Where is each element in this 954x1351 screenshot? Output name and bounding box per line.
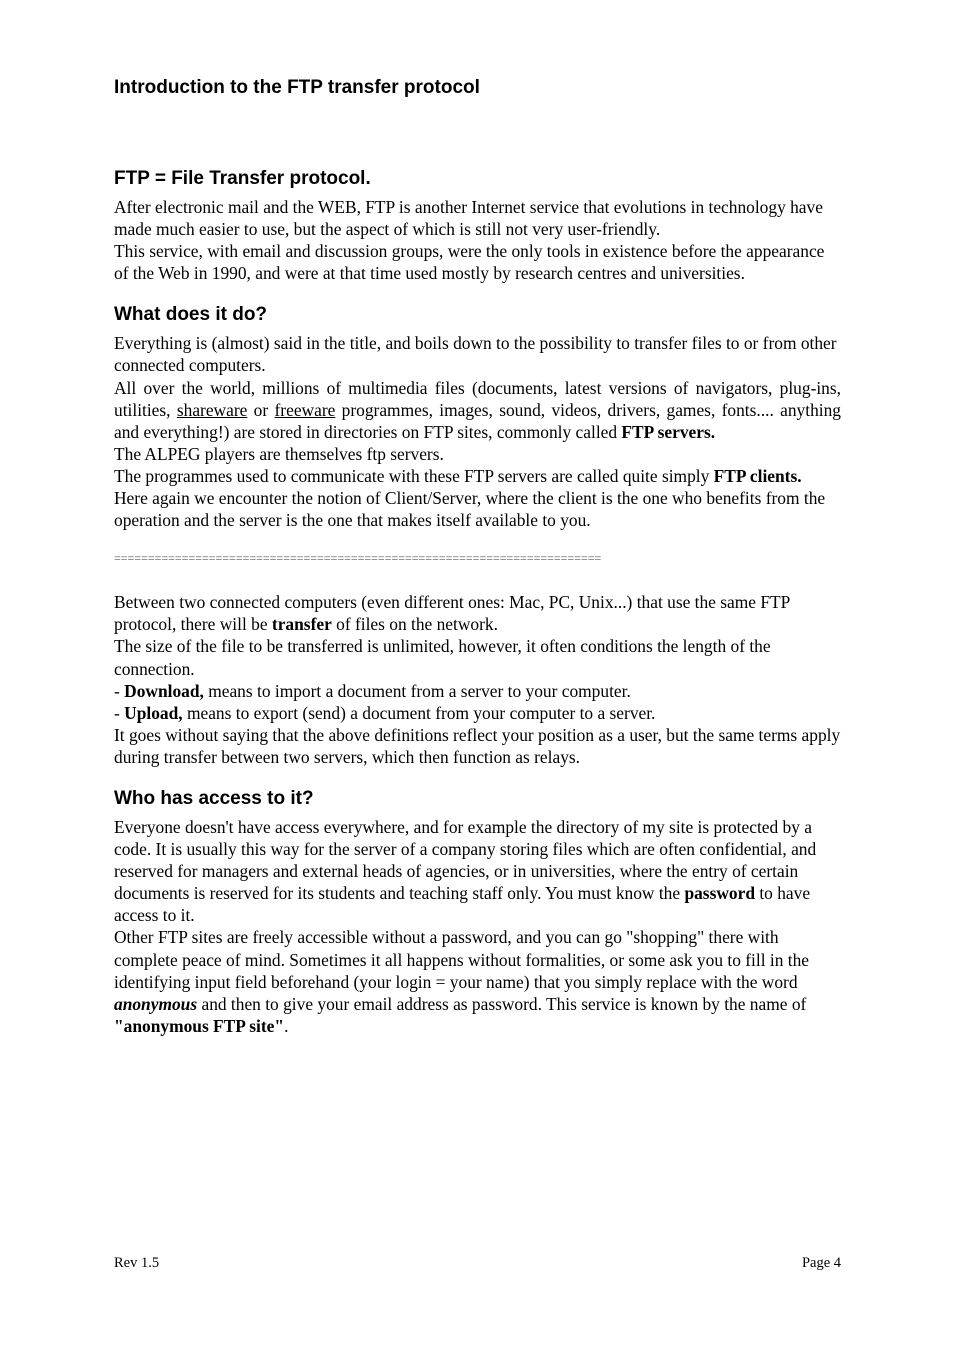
section-heading: FTP = File Transfer protocol.: [114, 168, 371, 189]
bold-text: Download,: [124, 680, 204, 701]
paragraph: After electronic mail and the WEB, FTP is another Internet service that evolutions in technology have made much easier to use, but the aspect of which is still not very user-friendly.: [114, 197, 823, 240]
paragraph: [114, 377, 841, 443]
paragraph: Everything is (almost) said in the title, and boils down to the possibility to transfer files to or from other connected computers.: [114, 333, 837, 376]
bold-text: password: [684, 883, 755, 904]
text-run: -: [114, 680, 125, 701]
paragraph: The ALPEG players are themselves ftp servers.: [114, 443, 444, 464]
bold-text: FTP clients.: [713, 465, 802, 486]
bold-text: Upload,: [124, 702, 183, 723]
text-run: The programmes used to communicate with these FTP servers are called quite simply: [114, 465, 714, 486]
shareware-link[interactable]: shareware: [176, 399, 248, 420]
paragraph: [114, 465, 841, 487]
text-run: All over the world, millions of multimedia files (documents, latest versions of navigators, plug-ins, utilities,: [114, 377, 841, 420]
section-heading: Who has access to it?: [114, 787, 314, 809]
paragraph: [114, 926, 841, 1036]
text-run: and then to give your email address as password. This service is known by the name of: [197, 993, 807, 1014]
text-run: -: [114, 702, 125, 723]
paragraph: [114, 816, 841, 926]
text-run: Everyone doesn't have access everywhere, and for example the directory of my site is protected by a code. It is usually this way for the server of a company storing files which are often confidential, and reserved for managers and external heads of agencies, or in universities, where the entry of certain documents is reserved for its students and teaching staff only. You must know the: [114, 816, 817, 904]
text-run: to have access to it.: [114, 883, 811, 926]
paragraph: This service, with email and discussion groups, were the only tools in existence before the appearance of the Web in 1990, and were at that time used mostly by research centres and universities.: [114, 241, 825, 284]
bold-italic-text: anonymous: [114, 993, 198, 1014]
bold-text: FTP servers.: [621, 421, 716, 442]
footer-revision: Rev 1.5: [114, 1255, 160, 1271]
paragraph: Here again we encounter the notion of Client/Server, where the client is the one who benefits from the operation and the server is the one that makes itself available to you.: [114, 488, 826, 531]
text-run: Other FTP sites are freely accessible without a password, and you can go "shopping" there with complete peace of mind. Sometimes it all happens without formalities, or some ask you to fill in the identifying input field beforehand (your login = your name) that you simply replace with the word: [114, 927, 809, 992]
paragraph: [114, 680, 841, 702]
paragraph: The size of the file to be transferred is unlimited, however, it often conditions the length of the connection.: [114, 636, 771, 679]
separator-line: ========================================================================: [114, 551, 602, 566]
section-who-has-access: [114, 788, 841, 1037]
paragraph: It goes without saying that the above definitions reflect your position as a user, but the same terms apply during transfer between two servers, which then function as relays.: [114, 724, 841, 767]
section-ftp-definition: [114, 168, 841, 284]
bold-text: transfer: [271, 614, 332, 635]
section-what-does-it-do: [114, 304, 841, 565]
paragraph: [114, 702, 841, 724]
document-body: [114, 168, 841, 1037]
text-run: Between two connected computers (even different ones: Mac, PC, Unix...) that use the same FTP protocol, there will be: [114, 592, 790, 635]
freeware-link[interactable]: freeware: [274, 399, 336, 420]
text-run: of files on the network.: [331, 614, 498, 635]
text-run: means to export (send) a document from your computer to a server.: [182, 702, 656, 723]
section-heading: What does it do?: [114, 304, 268, 326]
text-run: .: [284, 1015, 289, 1036]
document-title: Introduction to the FTP transfer protocol: [114, 77, 480, 98]
text-run: means to import a document from a server to your computer.: [203, 680, 631, 701]
section-transfer: [114, 591, 841, 768]
text-run: programmes, images, sound, videos, drivers, games, fonts.... anything and everything!) are stored in directories on FTP sites, commonly called: [114, 399, 841, 442]
bold-text: "anonymous FTP site": [114, 1015, 285, 1036]
paragraph: [114, 591, 841, 635]
footer-page-number: Page 4: [801, 1255, 841, 1271]
text-run: or: [247, 399, 275, 420]
